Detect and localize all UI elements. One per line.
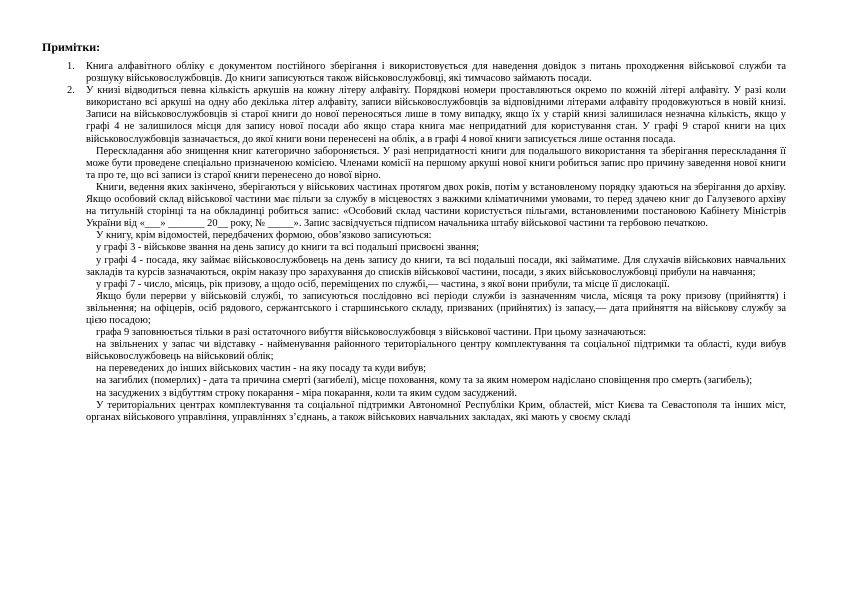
note-item-2 xyxy=(67,85,786,424)
note-paragraph: Якщо були перерви у військовій службі, то записуються послідовно всі періоди служби із зазначенням числа, місяця та року призову (прийняття) і звільнення; на офіцерів, осіб рядового, сержантського і старшинського складу, призваних (прийнятих) із запасу,— дата прийняття на військову службу за цією посадою; xyxy=(86,290,786,326)
note-paragraph: на переведених до інших військових частин - на яку посаду та куди вибув; xyxy=(96,363,427,375)
notes-heading: Примітки: xyxy=(42,40,101,54)
note-paragraph: графа 9 заповнюється тільки в разі остаточного вибуття військовослужбовця з військової частини. При цьому зазначаються: xyxy=(96,327,647,339)
note-paragraph: У книгу, крім відомостей, передбачених формою, обов’язково записуються: xyxy=(96,230,432,242)
note-paragraph: у графі 3 - військове звання на день запису до книги та всі подальші присвоєні звання; xyxy=(96,242,480,254)
note-paragraph: на загиблих (померлих) - дата та причина смерті (загибелі), місце поховання, кому та за яким номером надіслано сповіщення про смерть (загибель); xyxy=(96,375,753,387)
note-paragraph: У книзі відводиться певна кількість аркушів на кожну літеру алфавіту. Порядкові номери проставляються окремо по кожній літері алфавіту. У разі коли використано всі аркуші на одну або декілька літер алфавіту, записи військовослужбовців за відповідними літерами алфавіту продовжуються в новій книзі. Записи на військовослужбовців зі старої книги до нової переносяться лише в тому випадку, якщо їх у старій книзі залишилася незначна кількість, якщо у графі 4 не залишилося місця для запису нової посади або якщо стара книга має непридатний для користування стан. У графі 9 старої книги на цих військовослужбовців зазначається, до якої книги вони перенесені на облік, а в графі 4 нової книги записується лише остання посада. xyxy=(86,85,786,145)
note-paragraph: у графі 4 - посада, яку займає військовослужбовець на день запису до книги, та всі подальші посади, які займатиме. Для слухачів військових навчальних закладів та курсів зазначаються, окрім наказу про зарахування до списків військової частини, посади, з яких військовослужбовці прибули на навчання; xyxy=(86,254,786,278)
note-number: 2. xyxy=(67,85,75,97)
note-paragraph: Книга алфавітного обліку є документом постійного зберігання і використовується для наведення довідок з питань проходження військової служби та розшуку військовослужбовців. До книги записуються також військовослужбовці, які тимчасово займають посади. xyxy=(86,61,786,85)
note-paragraph: У територіальних центрах комплектування та соціальної підтримки Автономної Республіки Крим, областей, міст Києва та Севастополя та інших міст, органах військового управління, управліннях з’єднань, а також військових навчальних закладах, які мають у своєму складі xyxy=(86,399,786,423)
note-paragraph: на засуджених з відбуттям строку покарання - міра покарання, коли та яким судом засуджений. xyxy=(96,387,517,399)
note-paragraph: Книги, ведення яких закінчено, зберігаються у військових частинах протягом двох років, потім у встановленому порядку здаються на зберігання до архіву. Якщо особовий склад військової частини має пільги за службу в місцевостях з важкими кліматичними умовами, то перед здачею книг до Галузевого архіву на титульній сторінці та на обкладинці робиться запис: «Особовий склад частини користується пільгами, встановленими постановою Кабінету Міністрів України від «___» _______ 20__ року, № _____». Запис засвідчується підписом начальника штабу військової частини та гербовою печаткою. xyxy=(86,181,786,230)
note-number: 1. xyxy=(67,61,75,72)
note-paragraph: Перескладання або знищення книг категорично забороняється. У разі непридатності книги для подальшого використання та зберігання перескладання її може бути проведене спеціально призначеною комісією. Членами комісії на першому аркуші нової книги робиться запис про причину заведення нової книги та про те, що всі записи із старої книги перенесено до нової вірно. xyxy=(86,145,786,181)
note-item-1 xyxy=(67,61,786,85)
notes-list xyxy=(67,61,786,424)
note-paragraph: у графі 7 - число, місяць, рік призову, а щодо осіб, переміщених по службі,— частина, з якої вони прибули, та місце її дислокації. xyxy=(96,278,670,290)
note-paragraph: на звільнених у запас чи відставку - найменування районного територіального центру комплектування та соціальної підтримки та області, куди вибув військовослужбовець на військовий облік; xyxy=(86,339,786,363)
